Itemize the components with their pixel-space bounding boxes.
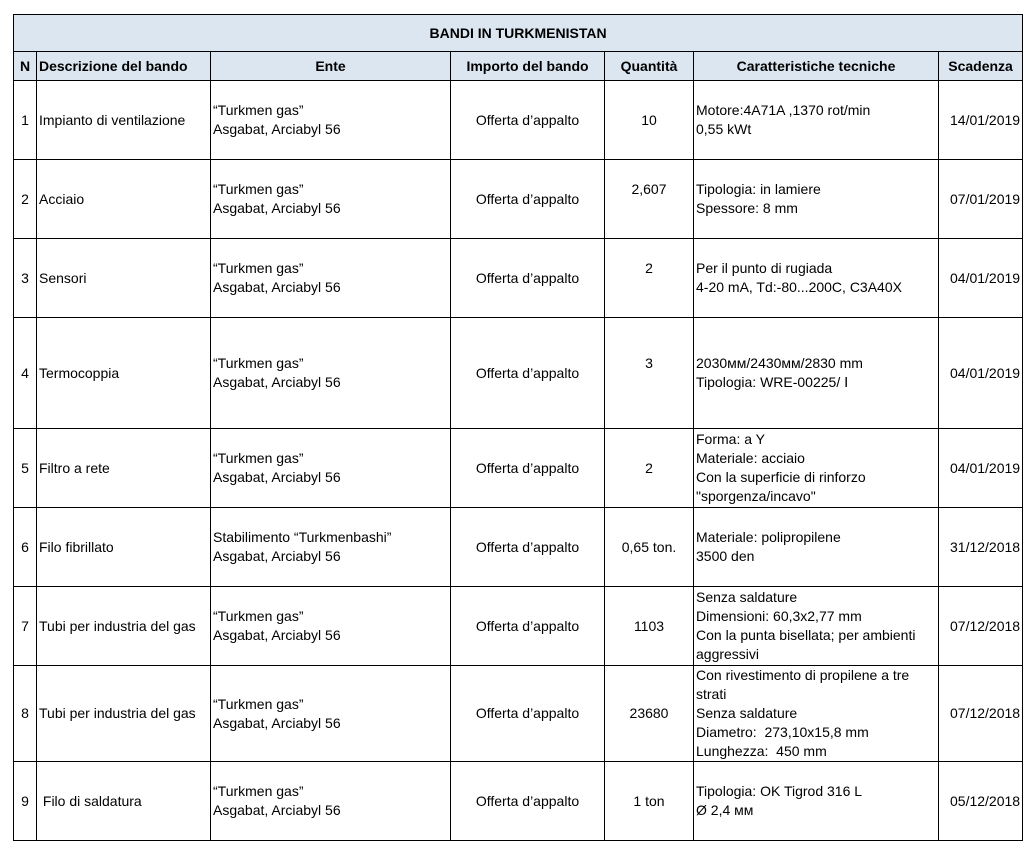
ente-name: “Turkmen gas”	[213, 102, 304, 118]
row-number: 1	[14, 81, 37, 160]
spec-line: Forma: a Y	[696, 431, 765, 447]
ente-name: “Turkmen gas”	[213, 355, 304, 371]
row-number: 9	[14, 762, 37, 841]
header-descrizione: Descrizione del bando	[37, 52, 211, 81]
row-importo: Offerta d’appalto	[451, 429, 605, 508]
row-quantita: 1103	[605, 587, 694, 666]
header-quantita: Quantità	[605, 52, 694, 81]
row-scadenza: 07/12/2018	[939, 587, 1023, 666]
ente-name: “Turkmen gas”	[213, 608, 304, 624]
row-descrizione: Filo fibrillato	[37, 508, 211, 587]
row-importo: Offerta d’appalto	[451, 762, 605, 841]
spec-line: Lunghezza: 450 mm	[696, 743, 827, 759]
table-row	[14, 318, 1023, 429]
row-importo: Offerta d’appalto	[451, 160, 605, 239]
spec-line: 3500 den	[696, 548, 755, 564]
spec-line: Tipologia: in lamiere	[696, 181, 821, 197]
row-descrizione: Tubi per industria del gas	[37, 587, 211, 666]
ente-name: “Turkmen gas”	[213, 181, 304, 197]
row-caratteristiche	[694, 239, 939, 318]
row-scadenza: 05/12/2018	[939, 762, 1023, 841]
row-importo: Offerta d’appalto	[451, 239, 605, 318]
row-number: 8	[14, 666, 37, 762]
row-scadenza: 31/12/2018	[939, 508, 1023, 587]
ente-address: Asgabat, Arciabyl 56	[213, 279, 341, 295]
row-caratteristiche	[694, 587, 939, 666]
spec-line: Diametro: 273,10x15,8 mm	[696, 724, 869, 740]
ente-name: “Turkmen gas”	[213, 450, 304, 466]
row-quantita: 0,65 ton.	[605, 508, 694, 587]
table-row	[14, 239, 1023, 318]
row-caratteristiche	[694, 762, 939, 841]
table-row	[14, 587, 1023, 666]
spec-line: "sporgenza/incavo"	[696, 488, 816, 504]
spec-line: Senza saldature	[696, 589, 798, 605]
ente-address: Asgabat, Arciabyl 56	[213, 627, 341, 643]
row-caratteristiche	[694, 318, 939, 429]
row-descrizione: Filtro a rete	[37, 429, 211, 508]
ente-address: Asgabat, Arciabyl 56	[213, 121, 341, 137]
row-importo: Offerta d’appalto	[451, 508, 605, 587]
header-caratteristiche: Caratteristiche tecniche	[694, 52, 939, 81]
row-ente	[211, 508, 451, 587]
row-scadenza: 07/01/2019	[939, 160, 1023, 239]
spec-line: 4-20 mA, Td:-80...200C, C3A40X	[696, 279, 902, 295]
spec-line: Dimensioni: 60,3x2,77 mm	[696, 608, 862, 624]
ente-name: “Turkmen gas”	[213, 695, 304, 712]
ente-address: Asgabat, Arciabyl 56	[213, 374, 341, 390]
ente-name: Stabilimento “Turkmenbashi”	[213, 529, 392, 545]
row-ente	[211, 587, 451, 666]
row-descrizione: Tubi per industria del gas	[37, 666, 211, 762]
row-scadenza: 14/01/2019	[939, 81, 1023, 160]
row-ente	[211, 666, 451, 762]
table-row	[14, 160, 1023, 239]
row-ente	[211, 81, 451, 160]
spec-line: Senza saldature	[696, 705, 798, 721]
header-row	[14, 52, 1023, 81]
row-descrizione: Filo di saldatura	[37, 762, 211, 841]
row-caratteristiche	[694, 508, 939, 587]
table-title: BANDI IN TURKMENISTAN	[14, 15, 1023, 52]
row-number: 2	[14, 160, 37, 239]
spec-line: Motore:4A71A ,1370 rot/min	[696, 102, 871, 118]
table-row	[14, 762, 1023, 841]
row-number: 7	[14, 587, 37, 666]
row-ente	[211, 762, 451, 841]
row-importo: Offerta d’appalto	[451, 318, 605, 429]
row-number: 5	[14, 429, 37, 508]
ente-address: Asgabat, Arciabyl 56	[213, 714, 341, 731]
spec-line: Tipologia: WRE-00225/ Ⅰ	[696, 374, 849, 390]
ente-name: “Turkmen gas”	[213, 260, 304, 276]
row-ente	[211, 318, 451, 429]
row-caratteristiche	[694, 160, 939, 239]
spec-line: Con la superficie di rinforzo	[696, 469, 866, 485]
ente-address: Asgabat, Arciabyl 56	[213, 548, 341, 564]
header-n: N	[14, 52, 37, 81]
header-ente: Ente	[211, 52, 451, 81]
row-scadenza: 07/12/2018	[939, 666, 1023, 762]
row-importo: Offerta d’appalto	[451, 81, 605, 160]
ente-address: Asgabat, Arciabyl 56	[213, 469, 341, 485]
row-importo: Offerta d’appalto	[451, 666, 605, 762]
row-ente	[211, 239, 451, 318]
table-row	[14, 666, 1023, 762]
spec-line: 0,55 kWt	[696, 121, 752, 137]
spec-line: Materiale: acciaio	[696, 450, 805, 466]
header-scadenza: Scadenza	[939, 52, 1023, 81]
row-caratteristiche	[694, 666, 939, 762]
row-quantita: 3	[605, 318, 694, 429]
row-scadenza: 04/01/2019	[939, 429, 1023, 508]
row-number: 4	[14, 318, 37, 429]
row-scadenza: 04/01/2019	[939, 239, 1023, 318]
row-number: 3	[14, 239, 37, 318]
spec-line: Per il punto di rugiada	[696, 260, 833, 276]
spec-line: Spessore: 8 mm	[696, 200, 798, 216]
ente-address: Asgabat, Arciabyl 56	[213, 200, 341, 216]
header-importo: Importo del bando	[451, 52, 605, 81]
table-row	[14, 429, 1023, 508]
row-quantita: 2,607	[605, 160, 694, 239]
spec-line: Ø 2,4 мм	[696, 802, 754, 818]
spec-line: 2030мм/2430мм/2830 mm	[696, 355, 863, 371]
ente-address: Asgabat, Arciabyl 56	[213, 802, 341, 818]
row-descrizione: Termocoppia	[37, 318, 211, 429]
row-caratteristiche	[694, 429, 939, 508]
row-ente	[211, 429, 451, 508]
row-importo: Offerta d’appalto	[451, 587, 605, 666]
row-descrizione: Sensori	[37, 239, 211, 318]
spec-line: Materiale: polipropilene	[696, 529, 841, 545]
table-row	[14, 508, 1023, 587]
row-quantita: 2	[605, 429, 694, 508]
row-scadenza: 04/01/2019	[939, 318, 1023, 429]
row-quantita: 1 ton	[605, 762, 694, 841]
row-quantita: 10	[605, 81, 694, 160]
ente-name: “Turkmen gas”	[213, 783, 304, 799]
spec-line: Tipologia: OK Tigrod 316 L	[696, 783, 863, 799]
row-descrizione: Impianto di ventilazione	[37, 81, 211, 160]
row-quantita: 2	[605, 239, 694, 318]
table-row	[14, 81, 1023, 160]
spec-line: Con rivestimento di propilene a tre strati	[696, 667, 910, 702]
row-caratteristiche	[694, 81, 939, 160]
row-number: 6	[14, 508, 37, 587]
spec-line: Con la punta bisellata; per ambienti aggressivi	[696, 627, 916, 662]
bandi-table	[13, 14, 1023, 841]
row-quantita: 23680	[605, 666, 694, 762]
row-ente	[211, 160, 451, 239]
row-descrizione: Acciaio	[37, 160, 211, 239]
